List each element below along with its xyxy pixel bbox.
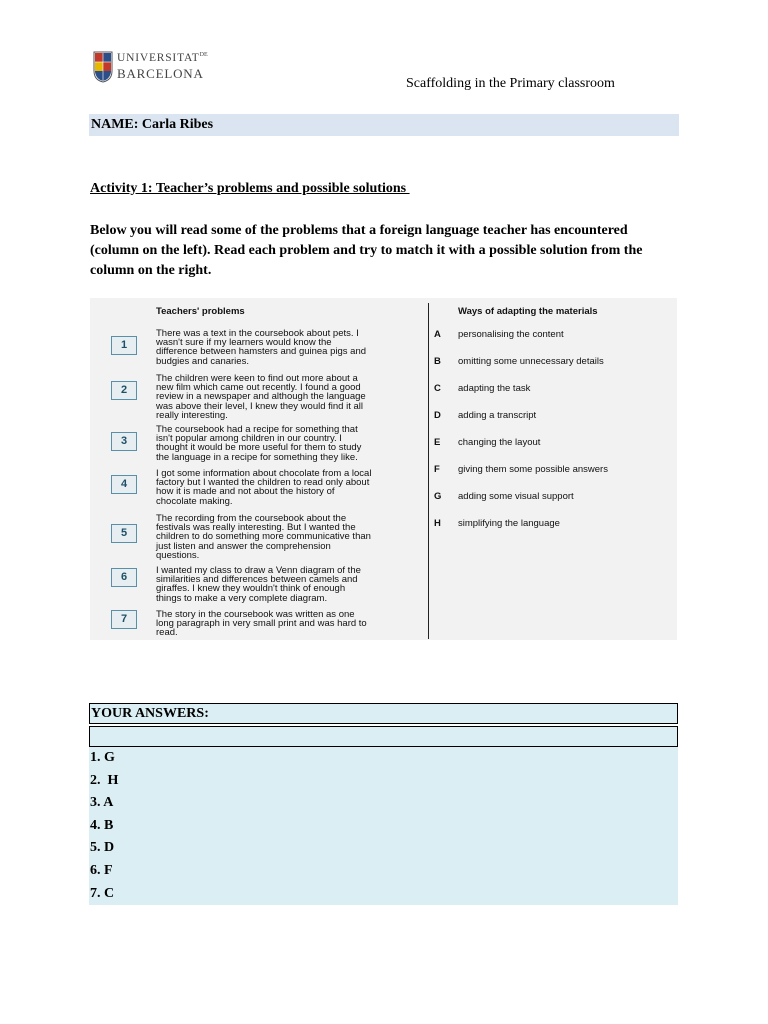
problems-solutions-table	[90, 298, 677, 640]
problem-text-line: how it is made and not about the history of	[156, 486, 335, 498]
problem-text-line: giraffes. I knew they wouldn't think of enough	[156, 583, 346, 595]
answer-item: 1. G	[90, 750, 115, 765]
problem-number-box: 4	[111, 475, 137, 494]
problem-text-line: chocolate making.	[156, 495, 233, 507]
problem-text-line: I got some information about chocolate from a local	[156, 468, 372, 479]
answers-list	[89, 747, 678, 905]
solution-text: adding some visual support	[458, 491, 574, 502]
problem-text-line: the language in a recipe for something they like.	[156, 451, 358, 463]
problem-text-line: The coursebook had a recipe for something that	[156, 424, 358, 435]
solution-letter: D	[434, 410, 441, 421]
problem-text	[156, 566, 424, 603]
problem-text-line: factory but I wanted the children to read only about	[156, 477, 370, 489]
solution-letter: E	[434, 437, 441, 448]
solution-text: adding a transcript	[458, 410, 537, 421]
problem-text-line: long paragraph in very small print and was hard to	[156, 618, 367, 630]
problem-number-box: 3	[111, 432, 137, 451]
problem-text	[156, 610, 424, 638]
problem-text-line: just listen and answer the comprehension	[156, 540, 331, 552]
answer-item: 5. D	[90, 840, 115, 856]
problem-text-line: things to make a very complete diagram.	[156, 592, 328, 604]
problem-text-line: The story in the coursebook was written as one	[156, 609, 355, 620]
problem-text-line: difference between hamsters and guinea pigs and	[156, 346, 367, 358]
problem-text	[156, 425, 424, 462]
problem-text	[156, 329, 424, 366]
logo-text-line1: $UNIVERSITAT^{DE}$	[117, 52, 208, 64]
problem-number-box: 7	[111, 610, 137, 629]
problem-text	[156, 469, 424, 506]
answer-item: 4. B	[90, 817, 114, 833]
solution-letter: G	[434, 491, 442, 502]
solution-letter: A	[434, 329, 441, 340]
answer-item: 7. C	[90, 885, 115, 901]
answer-item: 6. F	[90, 863, 113, 878]
solution-letter: B	[434, 356, 441, 367]
activity-title: Activity 1: Teacher’s problems and possible solutions	[90, 181, 410, 196]
solution-text: giving them some possible answers	[458, 464, 608, 475]
answers-empty-row	[89, 726, 678, 747]
solution-letter: H	[434, 518, 441, 529]
problem-text-line: isn't popular among children in our country. I	[156, 433, 342, 445]
solution-text: simplifying the language	[458, 518, 560, 529]
problem-text-line: review in a newspaper and although the language	[156, 391, 366, 403]
problem-text-line: budgies and canaries.	[156, 355, 249, 367]
problem-text-line: There was a text in the coursebook about pets. I	[156, 328, 359, 339]
problem-number-box: 1	[111, 336, 137, 355]
right-column-header: Ways of adapting the materials	[458, 306, 598, 317]
left-column-header: Teachers' problems	[156, 306, 245, 317]
answer-item: 2. H	[90, 772, 119, 788]
solution-text: changing the layout	[458, 437, 541, 448]
problem-number-box: 5	[111, 524, 137, 543]
solution-letter: C	[434, 383, 441, 394]
answers-header-label: YOUR ANSWERS:	[91, 706, 209, 721]
university-shield-icon	[93, 51, 113, 83]
problem-text-line: The recording from the coursebook about the	[156, 513, 347, 524]
problem-text-line: children to do something more communicative than	[156, 531, 371, 543]
problem-number-box: 6	[111, 568, 137, 587]
activity-instructions: Below you will read some of the problems that a foreign language teacher has encountered (column on the left). Read each problem and try to match it with a possible solution from the column on the right.	[90, 223, 643, 278]
problem-text-line: really interesting.	[156, 409, 228, 421]
logo-text-line2: BARCELONA	[117, 66, 204, 81]
header-title: Scaffolding in the Primary classroom	[406, 76, 615, 91]
problem-text-line: thought it would be more useful for them to study	[156, 442, 362, 454]
problem-text-line: new film which came out recently. I found a good	[156, 382, 361, 394]
answers-header	[89, 703, 678, 724]
problem-number-box: 2	[111, 381, 137, 400]
student-name: NAME: Carla Ribes	[91, 117, 214, 132]
problem-text-line: read.	[156, 627, 178, 639]
problem-text	[156, 374, 424, 420]
name-bar	[89, 114, 679, 136]
problem-text-line: The children were keen to find out more about a	[156, 373, 358, 384]
university-logo	[93, 50, 208, 86]
problem-text	[156, 514, 424, 560]
problem-text-line: I wanted my class to draw a Venn diagram of the	[156, 565, 361, 576]
problem-text-line: wasn't sure if my learners would know the	[156, 337, 332, 349]
answer-item: 3. A	[90, 795, 114, 811]
problem-text-line: similarities and differences between camels and	[156, 574, 358, 586]
problem-text-line: festivals was really interesting. But I wanted the	[156, 522, 356, 534]
column-divider	[428, 303, 429, 639]
solution-text: adapting the task	[458, 383, 531, 394]
problem-text-line: was above their level, I knew they would find it all	[156, 400, 363, 412]
solution-letter: F	[434, 464, 440, 475]
solution-text: personalising the content	[458, 329, 564, 340]
solution-text: omitting some unnecessary details	[458, 356, 604, 367]
problem-text-line: questions.	[156, 549, 200, 561]
